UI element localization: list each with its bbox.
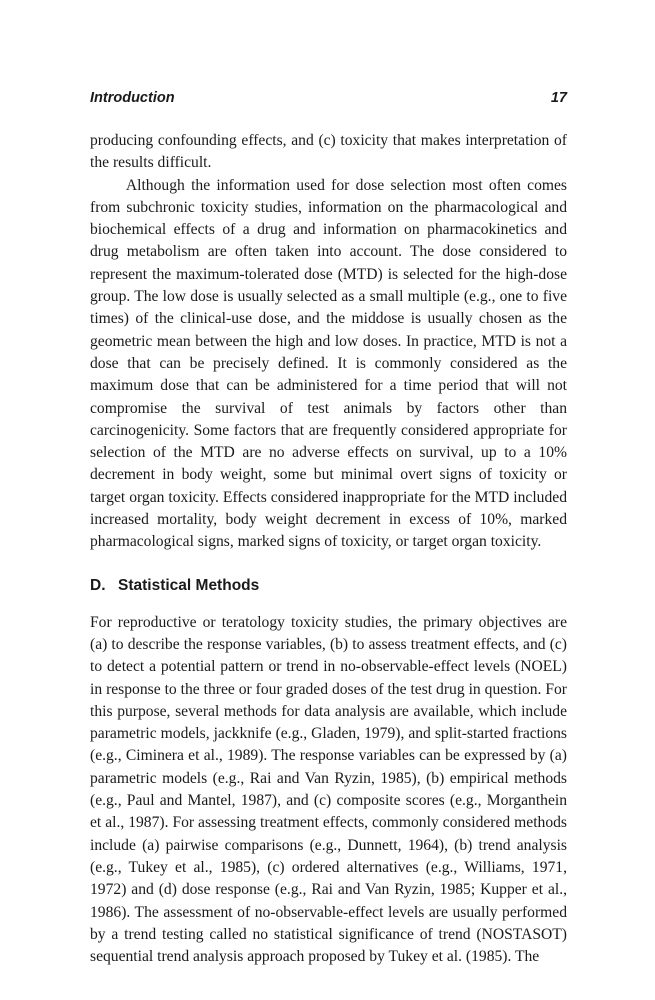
section-heading bbox=[90, 575, 567, 597]
paragraph-statistical-methods: For reproductive or teratology toxicity studies, the primary objectives are (a) to describe the response variables, (b) to assess treatment effects, and (c) to detect a potential pattern or trend in no-observable-effect levels (NOEL) in response to the three or four graded doses of the test drug in question. For this purpose, several methods for data analysis are available, which include parametric models, jackknife (e.g., Gladen, 1979), and split-started fractions (e.g., Ciminera et al., 1989). The response variables can be expressed by (a) parametric models (e.g., Rai and Van Ryzin, 1985), (b) empirical methods (e.g., Paul and Mantel, 1987), and (c) composite scores (e.g., Morganthein et al., 1987). For assessing treatment effects, commonly considered methods include (a) pairwise comparisons (e.g., Dunnett, 1964), (b) trend analysis (e.g., Tukey et al., 1985), (c) ordered alternatives (e.g., Williams, 1971, 1972) and (d) dose response (e.g., Rai and Van Ryzin, 1985; Kupper et al., 1986). The assessment of no-observable-effect levels are usually performed by a trend testing called no statistical significance of trend (NOSTASOT) sequential trend analysis approach proposed by Tukey et al. (1985). The bbox=[90, 613, 567, 966]
paragraph-continuation: producing confounding effects, and (c) toxicity that makes interpretation of the results difficult. bbox=[90, 132, 567, 172]
page-number: 17 bbox=[550, 90, 567, 106]
section-title: Statistical Methods bbox=[118, 576, 260, 594]
section-letter: D. bbox=[90, 576, 106, 594]
running-header bbox=[90, 90, 567, 112]
paragraph-dose-selection: Although the information used for dose selection most often comes from subchronic toxicity studies, information on the pharmacological and biochemical effects of a drug and information on pharmacokinetics and drug metabolism are often taken into account. The dose considered to represent the maximum-tolerated dose (MTD) is selected for the high-dose group. The low dose is usually selected as a small multiple (e.g., one to five times) of the clinical-use dose, and the middose is usually chosen as the geometric mean between the high and low doses. In practice, MTD is not a dose that can be precisely defined. It is commonly considered as the maximum dose that can be administered for a time period that will not compromise the survival of test animals by factors other than carcinogenicity. Some factors that are frequently considered appropriate for selection of the MTD are no adverse effects on survival, up to a 10% decrement in body weight, some but minimal overt signs of toxicity or target organ toxicity. Effects considered inappropriate for the MTD included increased mortality, body weight decrement in excess of 10%, marked pharmacological signs, marked signs of toxicity, or target organ toxicity. bbox=[90, 176, 567, 551]
document-page bbox=[90, 90, 567, 968]
running-title: Introduction bbox=[90, 90, 175, 106]
